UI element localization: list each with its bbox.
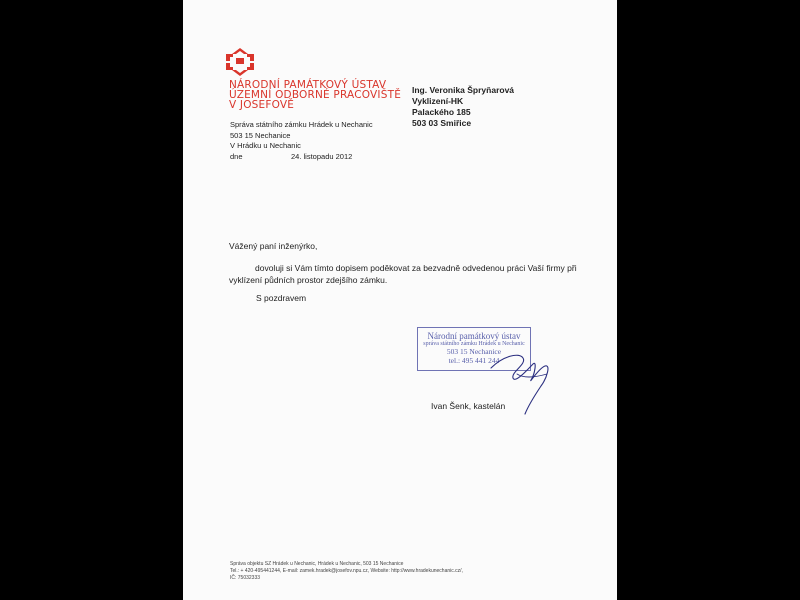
date-row xyxy=(230,152,373,163)
recipient-street: Palackého 185 xyxy=(412,107,471,117)
letter-date: 24. listopadu 2012 xyxy=(291,151,353,161)
stamp-line-3: 503 15 Nechanice xyxy=(446,347,502,356)
recipient-address xyxy=(412,85,514,129)
recipient-name: Ing. Veronika Špryňarová xyxy=(412,85,515,95)
stamp-line-1: Národní památkový ústav xyxy=(427,331,521,341)
sender-line-1: Správa státního zámku Hrádek u Nechanic xyxy=(230,120,373,129)
organization-name xyxy=(229,80,401,110)
sender-address xyxy=(230,120,373,162)
org-name-line-2: ÚZEMNÍ ODBORNÉ PRACOVIŠTĚ xyxy=(229,89,402,101)
recipient-city: 503 03 Smiřice xyxy=(412,118,472,128)
org-name-line-3: V JOSEFOVĚ xyxy=(229,99,295,111)
letter-footer xyxy=(230,561,463,582)
letter-page xyxy=(183,0,617,600)
stamp-line-4: tel.: 495 441 244 xyxy=(448,356,500,365)
recipient-company: Vyklizení-HK xyxy=(412,96,464,106)
date-label: dne xyxy=(230,151,243,161)
footer-line-2: Tel.: + 420-495441244, E-mail: zamek.hradek@josefov.npu.cz, Website: http://www.hradekunechanic.cz/, xyxy=(230,568,463,574)
footer-line-1: Správa objektu SZ Hrádek u Nechanic, Hrádek u Nechanic, 503 15 Nechanice xyxy=(230,561,404,567)
org-name-line-1: NÁRODNÍ PAMÁTKOVÝ ÚSTAV xyxy=(229,79,387,91)
sender-line-3: V Hrádku u Nechanic xyxy=(230,141,301,150)
stamp-line-2: správa státního zámku Hrádek u Nechanic xyxy=(423,341,525,347)
signatory: Ivan Šenk, kastelán xyxy=(431,401,506,411)
footer-line-3: IČ: 75032333 xyxy=(230,575,261,581)
npu-logo-icon xyxy=(223,46,257,76)
sender-line-2: 503 15 Nechanice xyxy=(230,130,291,140)
salutation: Vážený paní inženýrko, xyxy=(229,241,318,251)
letter-body: dovoluji si Vám tímto dopisem poděkovat za bezvadně odvedenou práci Vaší firmy při vyklízení půdních prostor zdejšího zámku. xyxy=(229,263,577,285)
closing: S pozdravem xyxy=(256,293,307,303)
